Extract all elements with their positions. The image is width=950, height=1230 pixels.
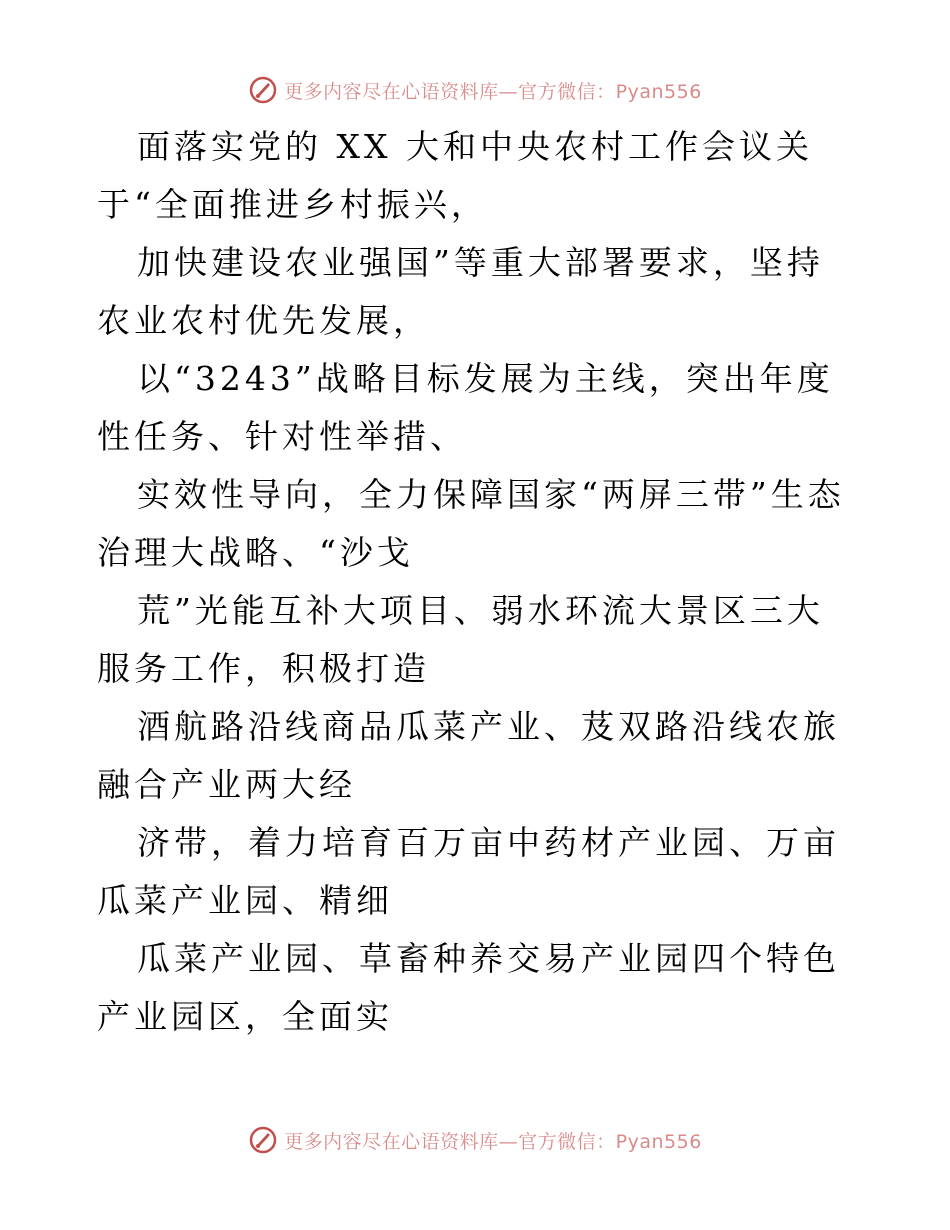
paragraph: 面落实党的 XX 大和中央农村工作会议关于“全面推进乡村振兴， [97,127,813,224]
header-watermark [0,70,950,110]
paragraph: 以“3243”战略目标发展为主线，突出年度性任务、针对性举措、 [97,359,834,456]
document-body [97,118,857,1046]
watermark-id: Pyan556 [615,1130,702,1153]
watermark-id: Pyan556 [615,80,702,103]
quill-seal-icon [248,75,278,105]
quill-seal-icon [248,1125,278,1155]
paragraph: 瓜菜产业园、草畜种养交易产业园四个特色产业园区，全面实 [97,939,840,1036]
paragraph: 酒航路沿线商品瓜菜产业、芨双路沿线农旅融合产业两大经 [97,707,840,804]
paragraph: 实效性导向，全力保障国家“两屏三带”生态治理大战略、“沙戈 [97,475,845,572]
paragraph: 加快建设农业强国”等重大部署要求，坚持农业农村优先发展， [97,243,824,340]
footer-watermark [0,1120,950,1160]
watermark-text: 更多内容尽在心语资料库—官方微信： [284,1130,616,1153]
paragraph: 荒”光能互补大项目、弱水环流大景区三大服务工作，积极打造 [97,591,824,688]
paragraph: 济带，着力培育百万亩中药材产业园、万亩瓜菜产业园、精细 [97,823,840,920]
watermark-text: 更多内容尽在心语资料库—官方微信： [284,80,616,103]
